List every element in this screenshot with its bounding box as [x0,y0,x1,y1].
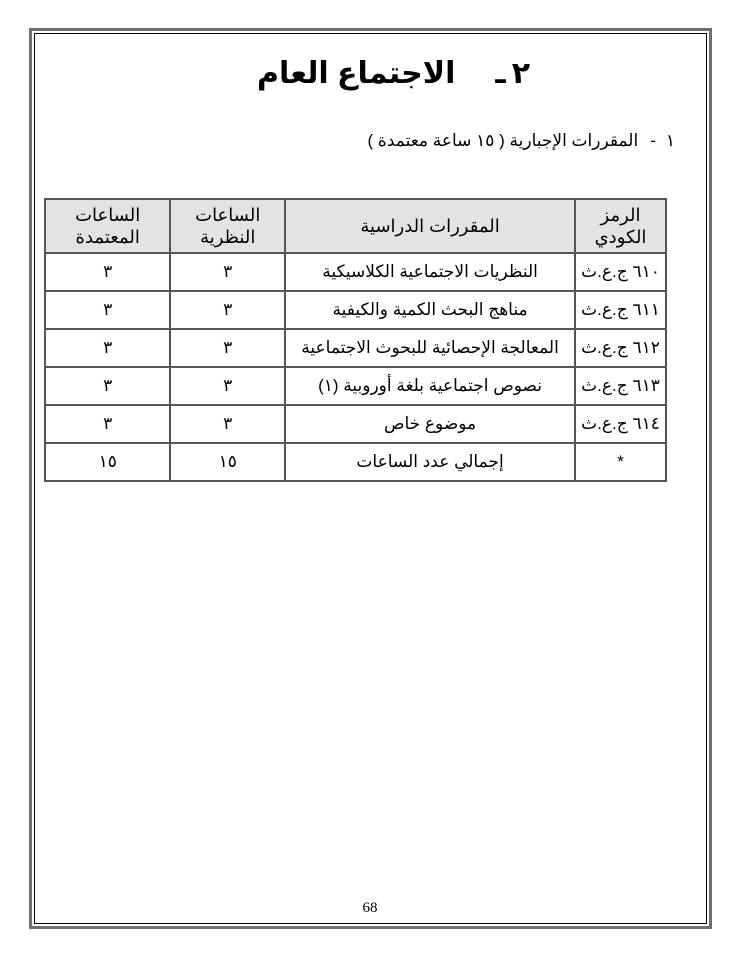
header-credit-hours [45,199,170,253]
header-code [575,199,666,253]
subtitle [300,128,675,154]
table-row [45,405,666,443]
section-title-text: الاجتماع العام [256,57,456,90]
cell-code: ٦١٣ ج.ع.ث [575,367,666,405]
cell-credit: ٣ [45,329,170,367]
total-credit: ١٥ [45,443,170,481]
header-code-line2: الكودي [594,227,647,247]
subtitle-dash: - [650,131,656,150]
table-header-row [45,199,666,253]
table-total-row [45,443,666,481]
total-label: إجمالي عدد الساعات [285,443,575,481]
cell-theory: ٣ [170,291,285,329]
cell-course: مناهج البحث الكمية والكيفية [285,291,575,329]
header-course: المقررات الدراسية [285,199,575,253]
cell-code: ٦١٢ ج.ع.ث [575,329,666,367]
cell-code: ٦١٠ ج.ع.ث [575,253,666,291]
header-theory-hours [170,199,285,253]
cell-code: ٦١١ ج.ع.ث [575,291,666,329]
table-row [45,329,666,367]
table-row [45,253,666,291]
cell-course: نصوص اجتماعية بلغة أوروبية (١) [285,367,575,405]
header-theory-line1: الساعات [195,205,261,225]
courses-table [44,198,667,482]
cell-course: النظريات الاجتماعية الكلاسيكية [285,253,575,291]
section-title [200,52,530,96]
cell-credit: ٣ [45,291,170,329]
header-credit-line1: الساعات [75,205,141,225]
total-code-mark: * [575,443,666,481]
table-row [45,291,666,329]
section-dash: ـ [495,57,506,90]
page-number: 68 [362,900,378,916]
header-credit-line2: المعتمدة [75,227,140,247]
header-theory-line2: النظرية [200,227,256,247]
cell-course: موضوع خاص [285,405,575,443]
cell-course: المعالجة الإحصائية للبحوث الاجتماعية [285,329,575,367]
cell-theory: ٣ [170,367,285,405]
subtitle-text: المقررات الإجبارية ( ١٥ ساعة معتمدة ) [367,131,639,150]
cell-theory: ٣ [170,329,285,367]
cell-credit: ٣ [45,367,170,405]
cell-theory: ٣ [170,253,285,291]
cell-theory: ٣ [170,405,285,443]
total-theory: ١٥ [170,443,285,481]
section-number: ٢ [511,57,530,90]
subtitle-number: ١ [665,131,675,150]
cell-credit: ٣ [45,253,170,291]
table-row [45,367,666,405]
cell-code: ٦١٤ ج.ع.ث [575,405,666,443]
header-code-line1: الرمز [600,205,641,225]
cell-credit: ٣ [45,405,170,443]
